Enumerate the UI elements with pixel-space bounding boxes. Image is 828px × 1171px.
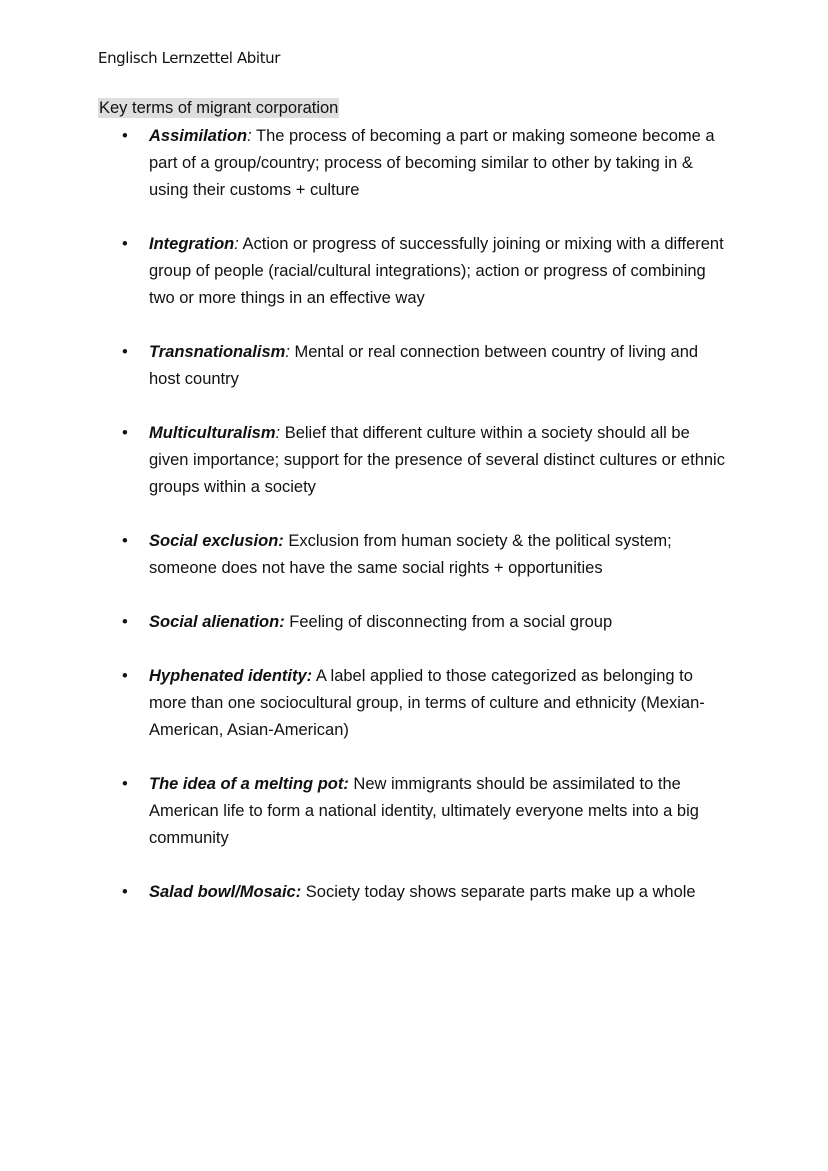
- bullet-icon: •: [122, 532, 128, 550]
- definition: Exclusion from human society & the political system; someone does not have the same social rights + opportunities: [149, 532, 672, 577]
- definition: Society today shows separate parts make up a whole: [301, 883, 696, 901]
- document-title: Englisch Lernzettel Abitur: [98, 49, 281, 67]
- term: Hyphenated identity:: [149, 667, 313, 685]
- list-item: [0, 123, 828, 204]
- bullet-icon: •: [122, 775, 128, 793]
- bullet-icon: •: [122, 127, 128, 145]
- term: Assimilation: [149, 127, 248, 145]
- list-item: [0, 609, 828, 636]
- list-item: [0, 231, 828, 312]
- list-item: [0, 663, 828, 744]
- bullet-icon: •: [122, 343, 128, 361]
- bullet-icon: •: [122, 424, 128, 442]
- term: Social alienation:: [149, 613, 285, 631]
- list-item: [0, 420, 828, 501]
- definition: The process of becoming a part or making someone become a part of a group/country; process of becoming similar to other by taking in & using their customs + culture: [149, 127, 715, 199]
- term: Integration: [149, 235, 235, 253]
- list-item: [0, 339, 828, 393]
- definition: Action or progress of successfully joining or mixing with a different group of people (racial/cultural integrations); action or progress of combining two or more things in an effective way: [149, 235, 724, 307]
- bullet-icon: •: [122, 667, 128, 685]
- term-colon: :: [247, 127, 252, 145]
- definition: Mental or real connection between country of living and host country: [149, 343, 699, 388]
- term-colon: :: [275, 424, 281, 442]
- list-item: [0, 528, 828, 582]
- term: Transnationalism: [149, 343, 286, 361]
- definition: Feeling of disconnecting from a social group: [284, 613, 613, 631]
- section-heading: Key terms of migrant corporation: [99, 99, 339, 117]
- definition: New immigrants should be assimilated to the American life to form a national identity, ultimately everyone melts into a big community: [149, 775, 699, 847]
- bullet-icon: •: [122, 235, 128, 253]
- term-colon: :: [285, 343, 290, 361]
- definition: Belief that different culture within a society should all be given importance; support for the presence of several distinct cultures or ethnic groups within a society: [149, 424, 725, 496]
- bullet-icon: •: [122, 883, 128, 901]
- definition: A label applied to those categorized as belonging to more than one sociocultural group, in terms of culture and ethnicity (Mexian-American, Asian-American): [149, 667, 705, 739]
- list-item: [0, 879, 828, 906]
- term-colon: :: [234, 235, 239, 253]
- term: The idea of a melting pot:: [149, 775, 349, 793]
- term: Multiculturalism: [149, 424, 276, 442]
- key-terms-list: [0, 123, 828, 933]
- term: Social exclusion:: [149, 532, 284, 550]
- term: Salad bowl/Mosaic:: [149, 883, 302, 901]
- bullet-icon: •: [122, 613, 128, 631]
- list-item: [0, 771, 828, 852]
